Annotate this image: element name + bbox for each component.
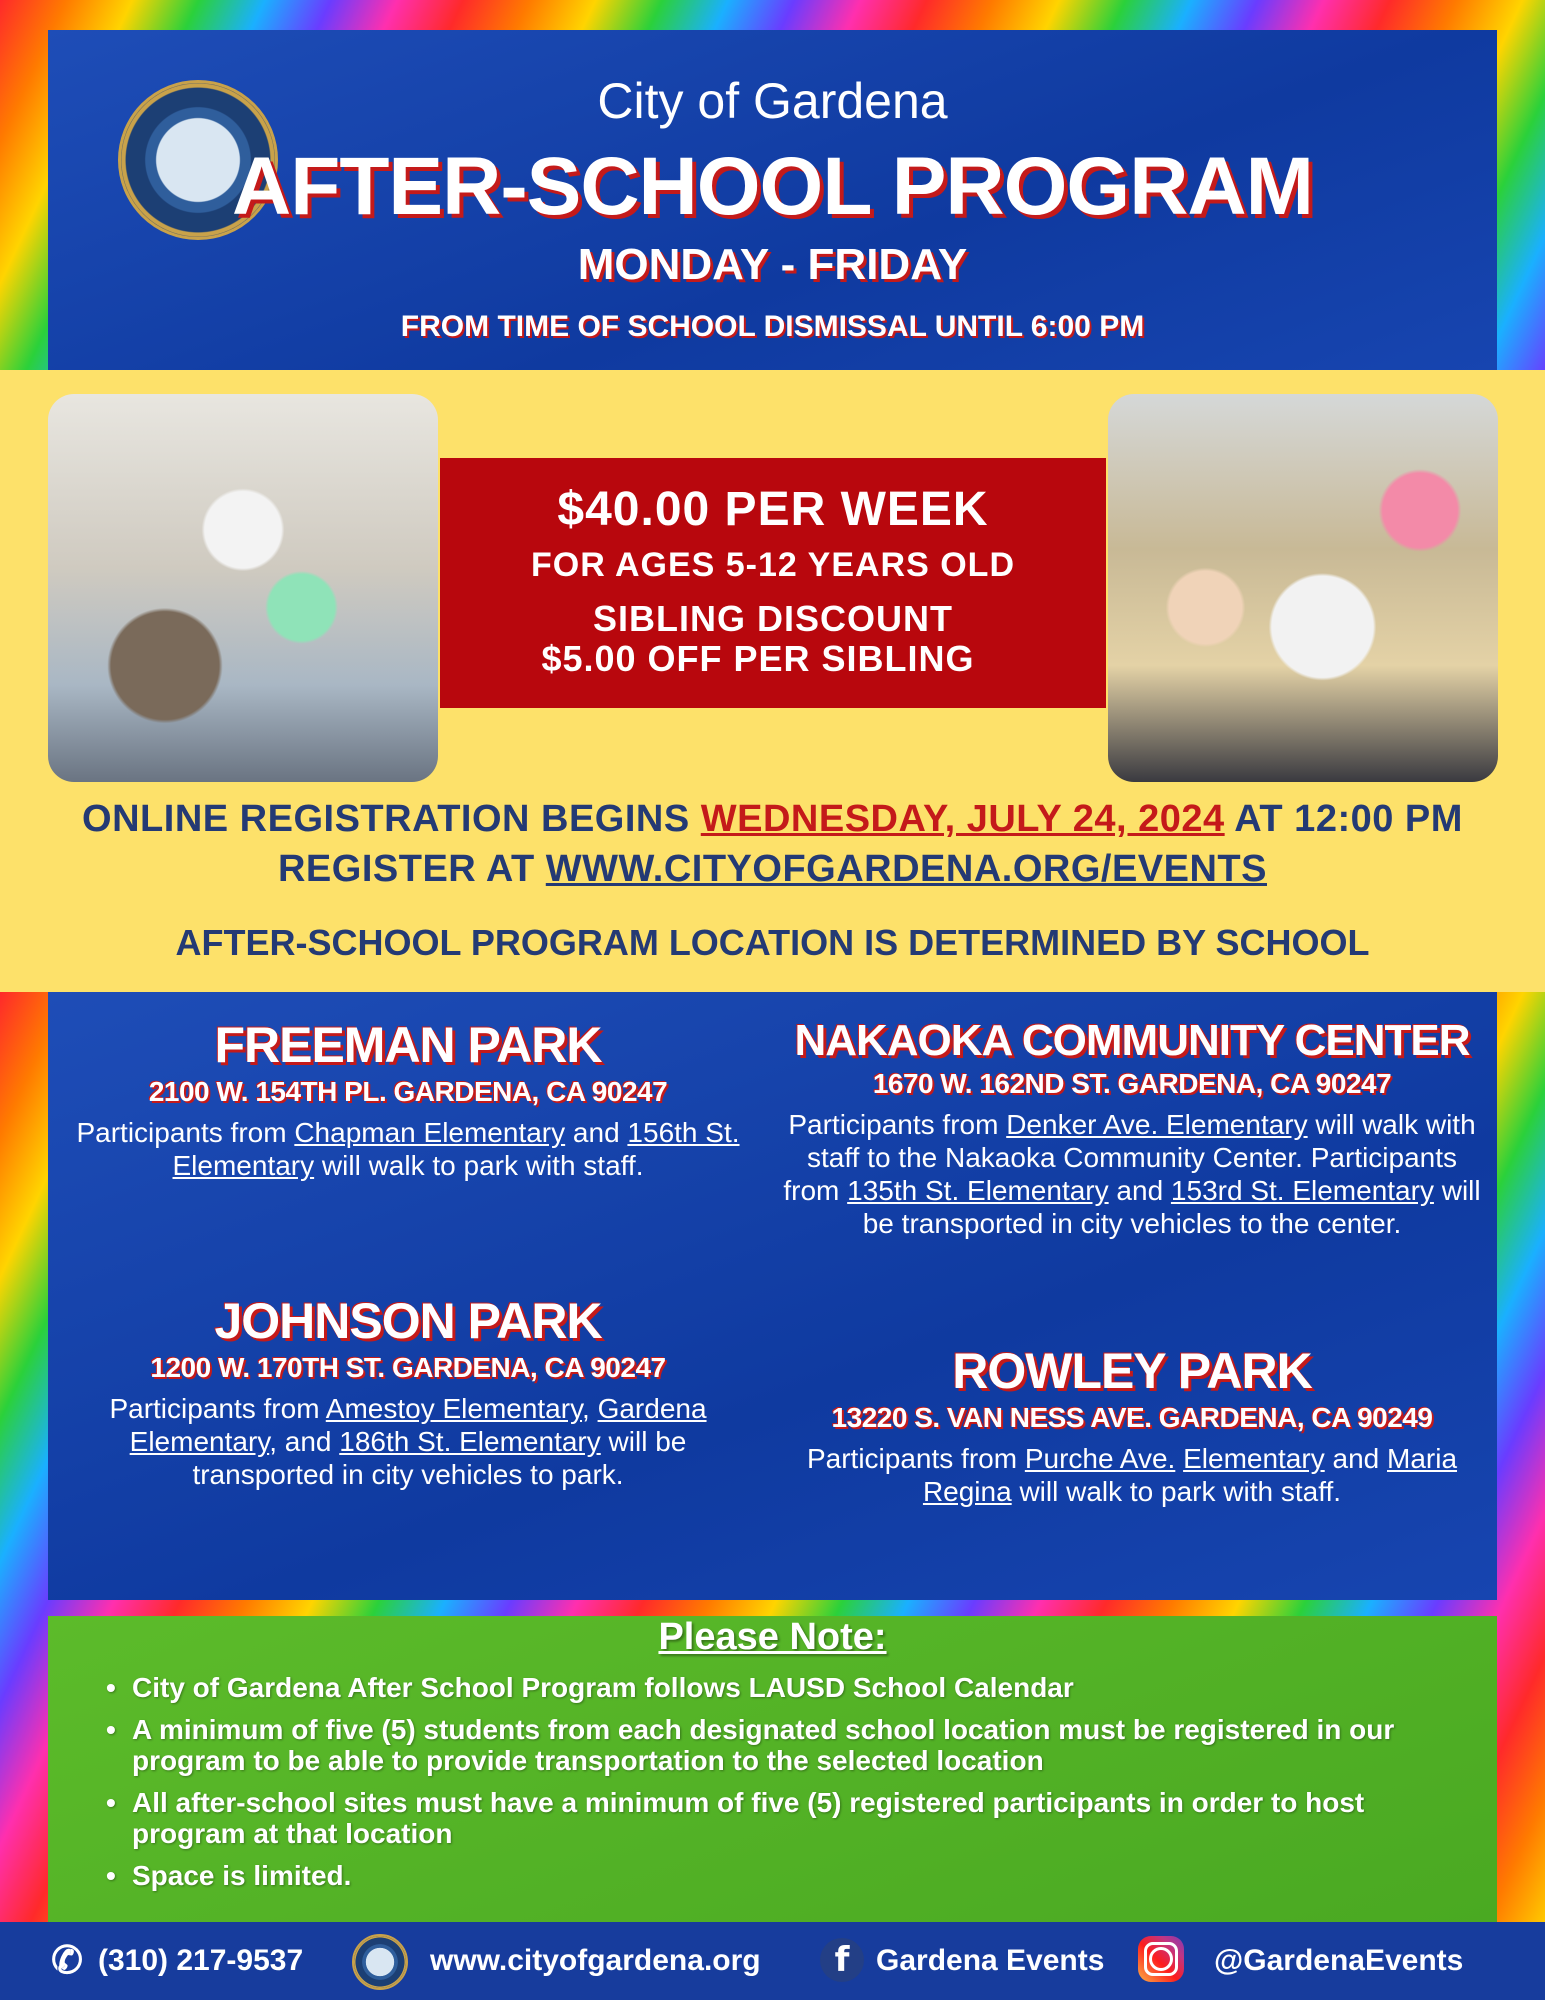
location-address: 2100 W. 154TH PL. GARDENA, CA 90247 [148,1076,668,1107]
registration-start-prefix: ONLINE REGISTRATION BEGINS [82,798,701,840]
school-name: 135th St. Elementary [847,1175,1109,1206]
program-hours: FROM TIME OF SCHOOL DISMISSAL UNTIL 6:00 PM [400,310,1145,343]
kids-photo-right [1108,394,1498,782]
school-name: 186th St. Elementary [339,1426,601,1457]
notes-list [100,1672,1480,1902]
footer-bar [0,1922,1545,2000]
location-description [782,1442,1482,1508]
instagram-icon [1138,1936,1184,1982]
desc-text: will be transported in city vehicles to park. [192,1426,687,1490]
location-description [782,1108,1482,1240]
info-band [0,370,1545,992]
note-item: • City of Gardena After School Program follows LAUSD School Calendar [100,1672,1480,1703]
school-name: Gardena Elementary [129,1393,707,1457]
registration-date: WEDNESDAY, JULY 24, 2024 [700,798,1225,840]
desc-text [1175,1443,1183,1474]
desc-text: , and [269,1426,340,1457]
sibling-discount-label: SIBLING DISCOUNT [592,598,953,639]
desc-text: Participants from [76,1117,295,1148]
location-address: 1670 W. 162ND ST. GARDENA, CA 90247 [872,1068,1392,1099]
footer-website[interactable]: www.cityofgardena.org [430,1944,761,1977]
kids-photo-left [48,394,438,782]
location-description [68,1392,748,1491]
footer-facebook[interactable]: Gardena Events [876,1944,1105,1977]
location-address: 1200 W. 170TH ST. GARDENA, CA 90247 [150,1352,666,1383]
school-name: Chapman Elementary [294,1117,566,1148]
school-name: Purche Ave. [1024,1443,1176,1474]
desc-text: will walk to park with staff. [1011,1476,1342,1507]
desc-text: and [565,1117,628,1148]
desc-text: and [1324,1443,1387,1474]
location-rowley-park [782,1342,1482,1508]
location-name: ROWLEY PARK [952,1343,1312,1399]
notes-section [48,1616,1497,1922]
sibling-discount-amount: $5.00 OFF PER SIBLING [541,638,975,679]
location-nakaoka-community-center [782,1016,1482,1240]
school-name: Elementary [1183,1443,1325,1474]
header-banner [48,30,1497,370]
school-name: 156th St. Elementary [172,1117,740,1181]
page-title: AFTER-SCHOOL PROGRAM [232,141,1313,232]
desc-text: will walk with staff to the Nakaoka Community Center. Participants from [783,1109,1476,1206]
desc-text: Participants from [806,1443,1025,1474]
desc-text: , [582,1393,598,1424]
registration-start [0,798,1545,841]
footer-phone[interactable]: (310) 217-9537 [98,1944,304,1977]
registration-start-suffix: AT 12:00 PM [1224,798,1463,840]
program-days: MONDAY - FRIDAY [577,240,968,289]
city-seal-icon [352,1934,408,1990]
location-johnson-park [68,1292,748,1491]
registration-link[interactable]: WWW.CITYOFGARDENA.ORG/EVENTS [545,848,1267,890]
location-determined-note: AFTER-SCHOOL PROGRAM LOCATION IS DETERMINED BY SCHOOL [175,922,1370,963]
locations-section [48,992,1497,1600]
desc-text: and [1108,1175,1171,1206]
note-item: • Space is limited. [100,1860,1480,1891]
desc-text: Participants from [788,1109,1007,1140]
desc-text: Participants from [109,1393,326,1424]
registration-url-line [0,848,1545,891]
location-freeman-park [68,1016,748,1182]
location-name: FREEMAN PARK [214,1017,602,1073]
school-name: Denker Ave. Elementary [1006,1109,1308,1140]
weekly-price: $40.00 PER WEEK [557,483,989,536]
location-description [68,1116,748,1182]
city-name: City of Gardena [597,73,948,129]
age-range: FOR AGES 5-12 YEARS OLD [531,546,1015,584]
location-name: JOHNSON PARK [214,1293,602,1349]
school-name: Amestoy Elementary [325,1393,583,1424]
school-name: 153rd St. Elementary [1170,1175,1434,1206]
pricing-box [440,458,1106,708]
facebook-icon: f [820,1938,864,1982]
school-name: Maria Regina [922,1443,1458,1507]
note-item: • A minimum of five (5) students from each designated school location must be registered in our program to be able to provide transportation to the selected location [100,1714,1480,1776]
note-item: • All after-school sites must have a minimum of five (5) registered participants in order to host program at that location [100,1787,1480,1849]
desc-text: will walk to park with staff. [314,1150,644,1181]
footer-instagram[interactable]: @GardenaEvents [1214,1944,1464,1977]
desc-text: will be transported in city vehicles to the center. [862,1175,1481,1239]
phone-icon: ✆ [51,1940,83,1982]
notes-title: Please Note: [658,1616,887,1658]
register-at-label: REGISTER AT [277,848,546,890]
location-name: NAKAOKA COMMUNITY CENTER [794,1016,1470,1065]
location-address: 13220 S. VAN NESS AVE. GARDENA, CA 90249 [831,1402,1433,1433]
